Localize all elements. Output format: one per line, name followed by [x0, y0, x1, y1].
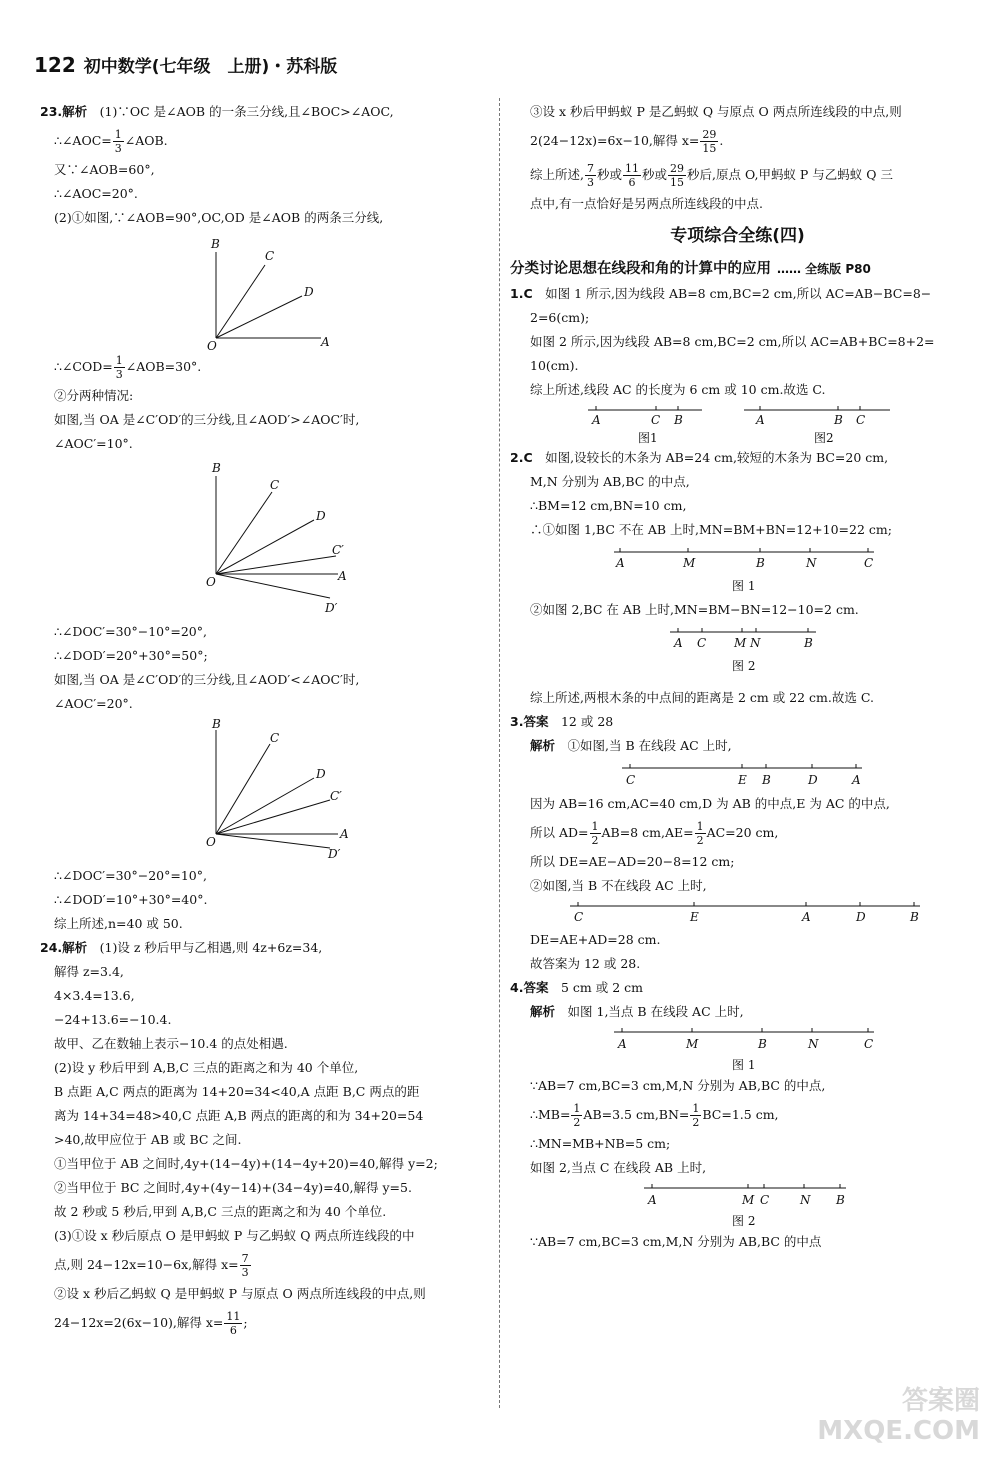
text-line [510, 928, 965, 952]
point-label: E [738, 773, 747, 787]
angle-figure-2 [40, 456, 490, 620]
line-text: ∠AOC′=10°. [54, 436, 133, 451]
text-line [510, 494, 965, 518]
line-text: −24+13.6=−10.4. [54, 1012, 172, 1027]
watermark-line: 答案圈 [901, 1386, 980, 1416]
text-line [40, 350, 490, 384]
text-line [510, 734, 965, 758]
line-text: (3)①设 x 秒后原点 O 是甲蚂蚁 P 与乙蚂蚁 Q 两点所连线段的中 [54, 1228, 415, 1243]
numerator: 1 [573, 1102, 581, 1115]
numerator: 1 [115, 354, 123, 367]
segment-figure-q2-1 [510, 542, 965, 598]
point-label: A [616, 556, 625, 570]
label-C: C [265, 249, 275, 263]
segment-figure-q2-2 [510, 622, 965, 686]
point-label: B [804, 636, 813, 650]
line-text: 2(24−12x)=6x−10,解得 x= [530, 133, 700, 148]
text-line [40, 1128, 490, 1152]
text-line [510, 306, 965, 330]
fraction [571, 1102, 582, 1129]
line-text: 故甲、乙在数轴上表示−10.4 的点处相遇. [54, 1036, 288, 1051]
point-label: N [800, 1193, 811, 1207]
point-label: A [592, 413, 601, 427]
column-divider [499, 98, 500, 1408]
line-text: (2)①如图,∵∠AOB=90°,OC,OD 是∠AOB 的两条三分线, [54, 210, 384, 225]
point-label: C [626, 773, 636, 787]
right-column [510, 100, 965, 1254]
point-label: B [674, 413, 683, 427]
label-A: A [340, 827, 349, 841]
point-label: C [864, 556, 874, 570]
point-label: A [802, 910, 811, 924]
label-O: O [207, 339, 217, 350]
text-line [510, 518, 965, 542]
text-line [510, 1000, 965, 1024]
line-text: 24−12x=2(6x−10),解得 x= [54, 1315, 224, 1330]
line-text: ∴BM=12 cm,BN=10 cm, [530, 498, 687, 513]
numerator: 29 [702, 128, 717, 141]
line-text: ②如图 2,BC 在 AB 上时,MN=BM−BN=12−10=2 cm. [530, 602, 859, 617]
point-label: C [651, 413, 661, 427]
line-text: 如图 2 所示,因为线段 AB=8 cm,BC=2 cm,所以 AC=AB+BC=8+2= [530, 334, 935, 349]
line-text: ∴∠DOC′=30°−20°=10°, [54, 868, 207, 883]
line-text: ③设 x 秒后甲蚂蚁 P 是乙蚂蚁 Q 与原点 O 两点所连线段的中点,则 [530, 104, 902, 119]
line-text: (1)设 z 秒后甲与乙相遇,则 4z+6z=34, [99, 940, 323, 955]
point-label: M [686, 1037, 699, 1051]
label-C: C [270, 731, 280, 745]
line-text: ∵AB=7 cm,BC=3 cm,M,N 分别为 AB,BC 的中点, [530, 1078, 826, 1093]
line-text: 2=6(cm); [530, 310, 590, 325]
segment-figure-q4-2 [510, 1180, 965, 1230]
numerator: 7 [586, 162, 594, 175]
line-text: ②如图,当 B 不在线段 AC 上时, [530, 878, 707, 893]
line-text: 综上所述,线段 AC 的长度为 6 cm 或 10 cm.故选 C. [530, 382, 826, 397]
denominator: 2 [692, 1116, 700, 1129]
text-line [40, 668, 490, 692]
line-text: M,N 分别为 AB,BC 的中点, [530, 474, 690, 489]
point-label: C [864, 1037, 874, 1051]
point-label: C [760, 1193, 770, 1207]
page-header [34, 52, 337, 77]
text-line [40, 1224, 490, 1248]
text-line [40, 888, 490, 912]
point-label: A [756, 413, 765, 427]
denominator: 2 [573, 1116, 581, 1129]
line-text: ②当甲位于 BC 之间时,4y+(4y−14)+(34−4y)=40,解得 y=5. [54, 1180, 412, 1195]
line-text: DE=AE+AD=28 cm. [530, 932, 661, 947]
fraction [690, 1102, 701, 1129]
point-label: B [756, 556, 765, 570]
subtitle-text: 分类讨论思想在线段和角的计算中的应用 [510, 261, 771, 277]
text-line [40, 960, 490, 984]
line-text: 离为 14+34=48>40,C 点距 A,B 两点的距离的和为 34+20=54 [54, 1108, 424, 1123]
text-line [40, 158, 490, 182]
text-line [40, 1248, 490, 1282]
line-text: 综上所述,n=40 或 50. [54, 916, 183, 931]
answer-text: 5 cm 或 2 cm [560, 980, 643, 995]
fraction [113, 128, 124, 155]
watermark-line: MXQE.COM [817, 1416, 980, 1446]
numerator: 1 [591, 820, 599, 833]
problem-label: 2.C [510, 450, 533, 465]
line-text: 故 2 秒或 5 秒后,甲到 A,B,C 三点的距离之和为 40 个单位. [54, 1204, 387, 1219]
problem-label: 3.答案 [510, 714, 549, 729]
point-label: N [806, 556, 817, 570]
numerator: 29 [670, 162, 685, 175]
line-text: AC=20 cm, [706, 825, 779, 840]
line-text: 如图,设较长的木条为 AB=24 cm,较短的木条为 BC=20 cm, [545, 450, 889, 465]
line-text: 因为 AB=16 cm,AC=40 cm,D 为 AB 的中点,E 为 AC 的中点, [530, 796, 890, 811]
text-line [510, 710, 965, 734]
label-A: A [321, 335, 330, 349]
text-line [40, 1104, 490, 1128]
line-text: AB=8 cm,AE= [601, 825, 694, 840]
fraction [224, 1310, 242, 1337]
problem-label: 24.解析 [40, 940, 88, 955]
fraction [623, 162, 641, 189]
point-label: E [690, 910, 699, 924]
line-text: 如图 2,当点 C 在线段 AB 上时, [530, 1160, 707, 1175]
denominator: 3 [586, 176, 594, 189]
point-label: M [683, 556, 696, 570]
fraction [700, 128, 718, 155]
numerator: 11 [625, 162, 639, 175]
problem-label: 4.答案 [510, 980, 549, 995]
point-label: M [734, 636, 747, 650]
line-text: ∠AOC′=20°. [54, 696, 133, 711]
line-text: ∴∠COD= [54, 359, 113, 374]
line-text: ∵AB=7 cm,BC=3 cm,M,N 分别为 AB,BC 的中点 [530, 1234, 822, 1249]
text-line [40, 206, 490, 230]
line-text: 综上所述, [530, 167, 584, 182]
fraction [114, 354, 125, 381]
denominator: 3 [114, 142, 122, 155]
line-text: 秒或 [596, 167, 622, 182]
angle-figure-1 [40, 230, 490, 350]
denominator: 6 [628, 176, 636, 189]
text-line [510, 598, 965, 622]
point-label: C [574, 910, 584, 924]
text-line [40, 1176, 490, 1200]
line-text: AB=3.5 cm,BN= [583, 1107, 690, 1122]
line-text: (1)∵OC 是∠AOB 的一条三分线,且∠BOC>∠AOC, [99, 104, 394, 119]
text-line [510, 192, 965, 216]
line-text: BC=1.5 cm, [702, 1107, 779, 1122]
denominator: 2 [591, 834, 599, 847]
label-B: B [212, 717, 221, 731]
book-title: 初中数学(七年级 上册)・苏科版 [83, 57, 338, 77]
numerator: 1 [692, 1102, 700, 1115]
text-line [510, 1098, 965, 1132]
text-line [40, 124, 490, 158]
point-label: B [758, 1037, 767, 1051]
figure-caption: 图1 [638, 431, 658, 445]
text-line [40, 1152, 490, 1176]
line-text: 如图,当 OA 是∠C′OD′的三分线,且∠AOD′<∠AOC′时, [54, 672, 360, 687]
line-text: ∠AOB=30°. [125, 359, 202, 374]
text-line [510, 124, 965, 158]
text-line [510, 1156, 965, 1180]
denominator: 3 [241, 1266, 249, 1279]
section-reference: …… 全练版 P80 [777, 262, 871, 276]
label-O: O [206, 835, 216, 849]
text-line [40, 984, 490, 1008]
line-text: >40,故甲应位于 AB 或 BC 之间. [54, 1132, 242, 1147]
problem-label: 23.解析 [40, 104, 88, 119]
problem-label: 1.C [510, 286, 533, 301]
text-line [40, 384, 490, 408]
label-C-prime: C′ [330, 789, 342, 803]
text-line [40, 620, 490, 644]
text-line [40, 182, 490, 206]
text-line [40, 936, 490, 960]
line-text: ∴∠DOD′=10°+30°=40°. [54, 892, 208, 907]
line-text: 秒或 [642, 167, 668, 182]
figure-caption: 图 2 [732, 1214, 756, 1228]
line-text: ②分两种情况: [54, 388, 134, 403]
point-label: N [750, 636, 761, 650]
text-line [40, 912, 490, 936]
label-O: O [206, 575, 216, 589]
text-line [40, 432, 490, 456]
point-label: D [856, 910, 866, 924]
label-D-prime: D′ [328, 847, 341, 861]
label-C-prime: C′ [332, 543, 344, 557]
fraction [240, 1252, 251, 1279]
label-C: C [270, 478, 280, 492]
line-text: 秒后,原点 O,甲蚂蚁 P 与乙蚂蚁 Q 三 [687, 167, 894, 182]
text-line [40, 1080, 490, 1104]
text-line [510, 850, 965, 874]
text-line [510, 952, 965, 976]
label-D: D [316, 509, 326, 523]
line-text: ∴①如图 1,BC 不在 AB 上时,MN=BM+BN=12+10=22 cm; [530, 522, 892, 537]
text-line [40, 692, 490, 716]
line-text: 4×3.4=13.6, [54, 988, 135, 1003]
text-line [510, 354, 965, 378]
fraction [590, 820, 601, 847]
line-text: 所以 AD= [530, 825, 589, 840]
point-label: M [742, 1193, 755, 1207]
text-line [510, 686, 965, 710]
label-B: B [211, 237, 220, 251]
line-text: ①如图,当 B 在线段 AC 上时, [567, 738, 732, 753]
line-text: ∴∠AOC=20°. [54, 186, 138, 201]
line-text: 如图 1 所示,因为线段 AB=8 cm,BC=2 cm,所以 AC=AB−BC=8− [545, 286, 932, 301]
line-text: ∴MB= [530, 1107, 571, 1122]
line-text: 综上所述,两根木条的中点间的距离是 2 cm 或 22 cm.故选 C. [530, 690, 874, 705]
point-label: C [697, 636, 707, 650]
point-label: A [648, 1193, 657, 1207]
text-line [40, 864, 490, 888]
text-line [510, 330, 965, 354]
text-line [510, 446, 965, 470]
point-label: B [834, 413, 843, 427]
text-line [40, 1056, 490, 1080]
label-D: D [316, 767, 326, 781]
point-label: A [618, 1037, 627, 1051]
line-text: ∴∠DOC′=30°−10°=20°, [54, 624, 207, 639]
point-label: B [910, 910, 919, 924]
segment-figure-q3-1 [510, 758, 965, 792]
segment-figure-q3-2 [510, 898, 965, 928]
point-label: B [836, 1193, 845, 1207]
segment-figures-q1 [510, 402, 965, 446]
fraction [585, 162, 596, 189]
semicolon: ; [243, 1315, 248, 1330]
page-number: 122 [34, 53, 76, 77]
figure-caption: 图 1 [732, 1058, 756, 1072]
text-line [510, 976, 965, 1000]
point-label: C [856, 413, 866, 427]
point-label: D [808, 773, 818, 787]
text-line [40, 1008, 490, 1032]
text-line [510, 874, 965, 898]
figure-caption: 图 2 [732, 659, 756, 673]
line-text: ∠AOB. [124, 133, 168, 148]
line-text: 10(cm). [530, 358, 579, 373]
solution-label: 解析 [530, 1004, 556, 1019]
text-line [40, 1200, 490, 1224]
denominator: 6 [229, 1324, 237, 1337]
text-line [40, 1282, 490, 1306]
label-A: A [338, 569, 347, 583]
line-text: ∴MN=MB+NB=5 cm; [530, 1136, 671, 1151]
fraction [668, 162, 686, 189]
line-text: 如图 1,当点 B 在线段 AC 上时, [567, 1004, 744, 1019]
label-D-prime: D′ [325, 601, 338, 615]
numerator: 7 [241, 1252, 249, 1265]
line-text: 点中,有一点恰好是另两点所连线段的中点. [530, 196, 763, 211]
text-line [510, 100, 965, 124]
angle-figure-3 [40, 716, 490, 864]
denominator: 3 [115, 368, 123, 381]
text-line [510, 1230, 965, 1254]
text-line [510, 470, 965, 494]
line-text: ①当甲位于 AB 之间时,4y+(14−4y)+(14−4y+20)=40,解得 y=2; [54, 1156, 438, 1171]
section-title: 专项综合全练(四) [670, 226, 805, 246]
line-text: 解得 z=3.4, [54, 964, 124, 979]
section-subtitle [510, 256, 965, 282]
point-label: A [852, 773, 861, 787]
numerator: 1 [696, 820, 704, 833]
text-line [510, 1132, 965, 1156]
fraction [695, 820, 706, 847]
text-line [510, 158, 965, 192]
line-text: 故答案为 12 或 28. [530, 956, 641, 971]
text-line [510, 378, 965, 402]
point-label: A [674, 636, 683, 650]
line-text: (2)设 y 秒后甲到 A,B,C 三点的距离之和为 40 个单位, [54, 1060, 359, 1075]
text-line [510, 792, 965, 816]
figure-caption: 图 1 [732, 579, 756, 593]
denominator: 15 [670, 176, 685, 189]
text-line [40, 100, 490, 124]
label-D: D [304, 285, 314, 299]
denominator: 2 [696, 834, 704, 847]
text-line [40, 644, 490, 668]
point-label: B [762, 773, 771, 787]
line-text: 所以 DE=AE−AD=20−8=12 cm; [530, 854, 735, 869]
text-line [510, 1074, 965, 1098]
figure-caption: 图2 [814, 431, 834, 445]
numerator: 1 [114, 128, 122, 141]
line-text: 如图,当 OA 是∠C′OD′的三分线,且∠AOD′>∠AOC′时, [54, 412, 360, 427]
watermark [817, 1386, 980, 1446]
text-line [510, 282, 965, 306]
segment-figure-q4-1 [510, 1024, 965, 1074]
line-text: ②设 x 秒后乙蚂蚁 Q 是甲蚂蚁 P 与原点 O 两点所连线段的中点,则 [54, 1286, 426, 1301]
line-text: 点,则 24−12x=10−6x,解得 x= [54, 1257, 239, 1272]
point-label: N [808, 1037, 819, 1051]
denominator: 15 [702, 142, 717, 155]
solution-label: 解析 [530, 738, 556, 753]
answer-text: 12 或 28 [560, 714, 614, 729]
line-text: B 点距 A,C 两点的距离为 14+20=34<40,A 点距 B,C 两点的距 [54, 1084, 420, 1099]
period: . [719, 133, 724, 148]
line-text: ∴∠DOD′=20°+30°=50°; [54, 648, 208, 663]
line-text: ∴∠AOC= [54, 133, 112, 148]
text-line [40, 408, 490, 432]
label-B: B [212, 461, 221, 475]
line-text: 又∵∠AOB=60°, [54, 162, 155, 177]
numerator: 11 [226, 1310, 241, 1323]
text-line [40, 1306, 490, 1340]
text-line [510, 816, 965, 850]
left-column [40, 100, 490, 1340]
text-line [40, 1032, 490, 1056]
